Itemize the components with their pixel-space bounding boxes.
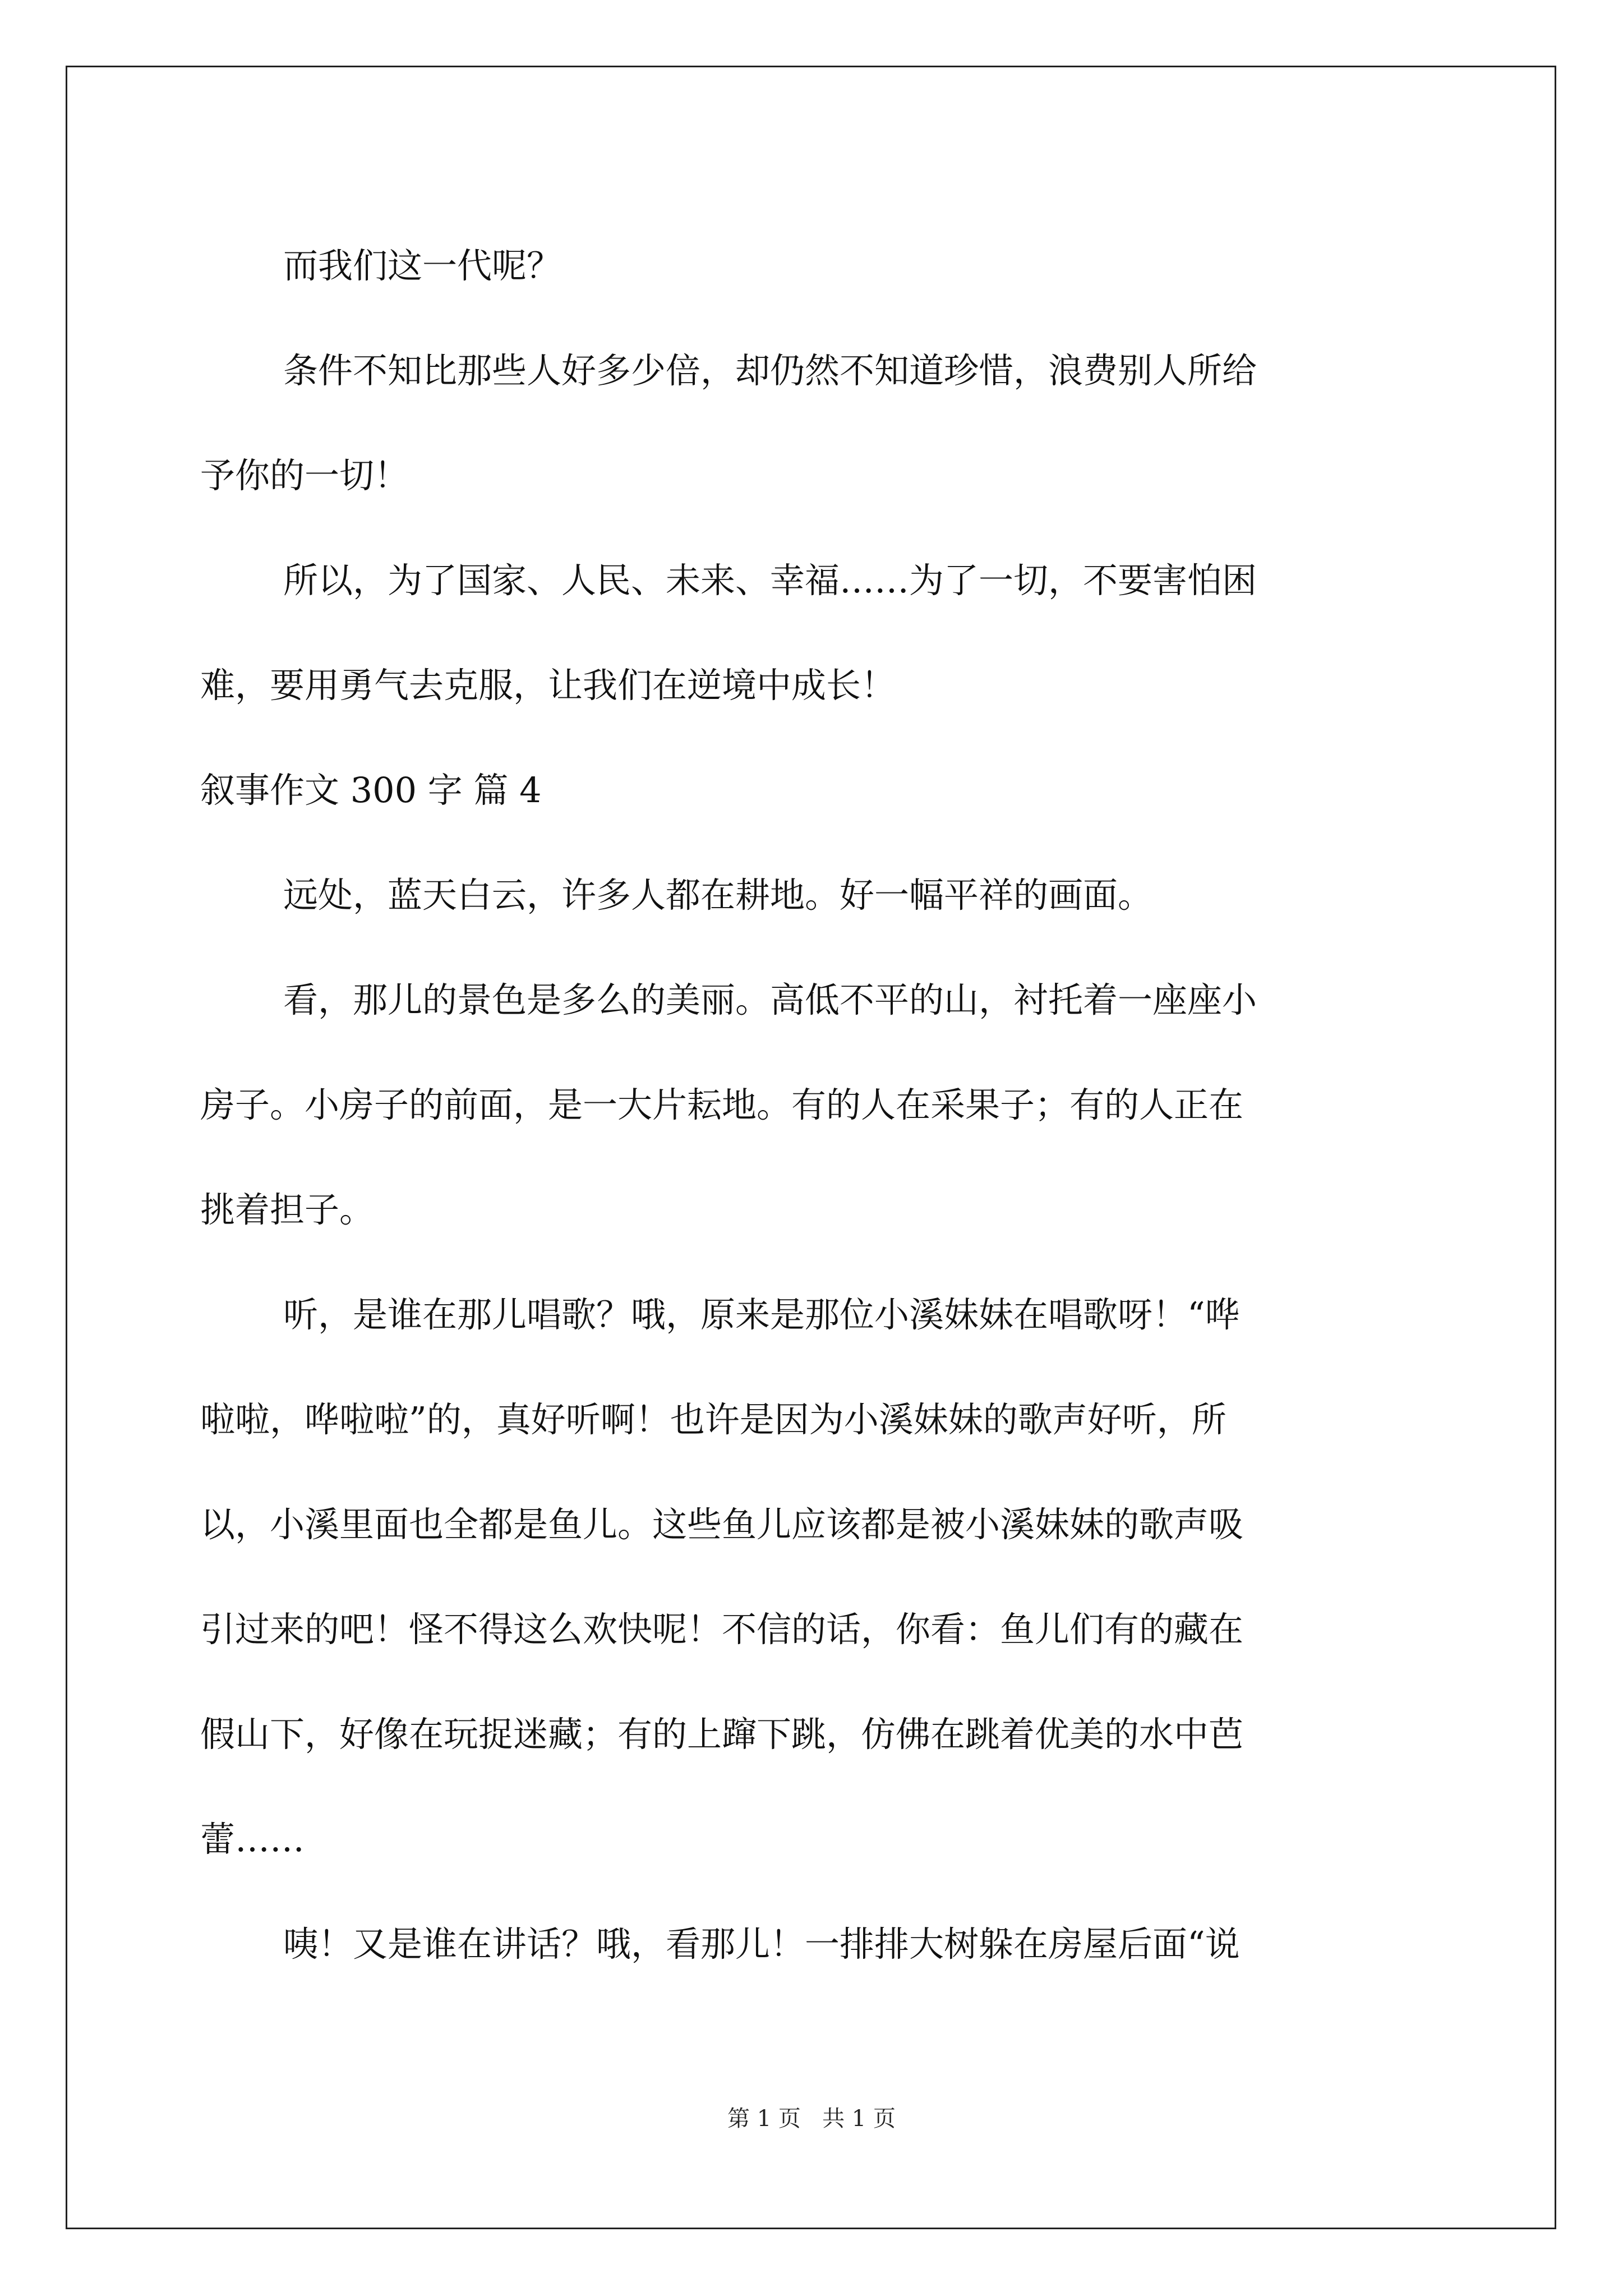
paragraph-line: 所以，为了国家、人民、未来、幸福……为了一切，不要害怕困 [283,560,1257,601]
paragraph-line: 蕾…… [200,1819,305,1860]
section-heading: 叙事作文 300 字 篇 4 [200,770,542,811]
paragraph-line: 条件不知比那些人好多少倍，却仍然不知道珍惜，浪费别人所给 [283,350,1257,391]
paragraph-line: 挑着担子。 [200,1189,375,1230]
paragraph-line: 远处，蓝天白云，许多人都在耕地。好一幅平祥的画面。 [283,875,1153,915]
paragraph-line: 以，小溪里面也全都是鱼儿。这些鱼儿应该都是被小溪妹妹的歌声吸 [200,1504,1244,1545]
paragraph-line: 假山下，好像在玩捉迷藏；有的上蹿下跳，仿佛在跳着优美的水中芭 [200,1714,1244,1755]
page-footer: 第 1 页 共 1 页 [727,2106,896,2132]
paragraph-line: 房子。小房子的前面，是一大片耘地。有的人在采果子；有的人正在 [200,1084,1244,1125]
paragraph-line: 予你的一切！ [200,455,409,496]
paragraph-line: 看，那儿的景色是多么的美丽。高低不平的山，衬托着一座座小 [283,979,1257,1020]
paragraph-line: 听，是谁在那儿唱歌？哦，原来是那位小溪妹妹在唱歌呀！“哗 [283,1294,1240,1335]
paragraph-line: 引过来的吧！怪不得这么欢快呢！不信的话，你看：鱼儿们有的藏在 [200,1609,1244,1650]
paragraph-line: 而我们这一代呢？ [283,245,562,286]
paragraph-line: 咦！又是谁在讲话？哦，看那儿！一排排大树躲在房屋后面“说 [283,1924,1240,1964]
document-body [200,213,1434,1996]
paragraph-line: 啦啦，哗啦啦”的，真好听啊！也许是因为小溪妹妹的歌声好听，所 [200,1399,1227,1440]
paragraph-line: 难，要用勇气去克服，让我们在逆境中成长！ [200,665,896,706]
